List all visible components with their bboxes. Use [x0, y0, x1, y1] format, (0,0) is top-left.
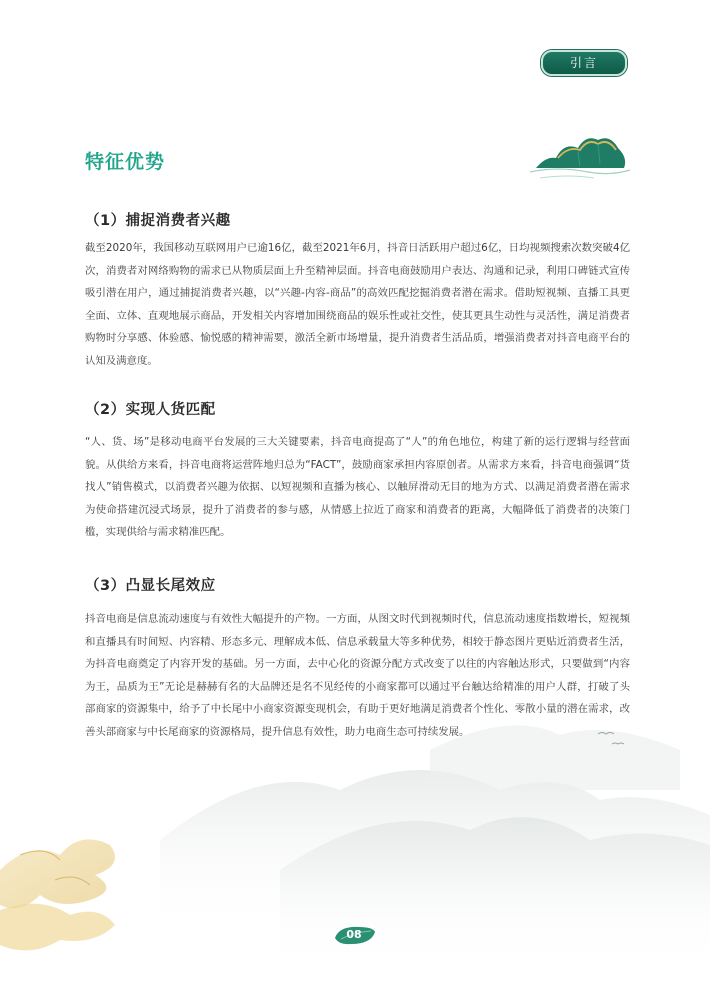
section-title: 特征优势 [85, 151, 166, 173]
mountain-island-illustration [528, 128, 632, 186]
page-number: 08 [346, 928, 362, 941]
subheading-capture-interest: （1）捕捉消费者兴趣 [85, 213, 231, 229]
paragraph-capture-interest: 截至2020年，我国移动互联网用户已逾16亿，截至2021年6月，抖音日活跃用户超过6亿，日均视频搜索次数突破4亿次，消费者对网络购物的需求已从物质层面上升至精神层面。抖音电商鼓励用户表达、沟通和记录，利用口碑链式宣传吸引潜在用户，通过捕捉消费者兴趣，以“兴趣-内容-商品”的高效匹配挖掘消费者潜在需求。借助短视频、直播工具更全面、立体、直观地展示商品，开发相关内容增加围绕商品的娱乐性或社交性，使其更具生动性与灵活性，满足消费者购物时分享感、体验感、愉悦感的精神需要，激活全新市场增量，提升消费者生活品质，增强消费者对抖音电商平台的认知及满意度。 [85, 242, 630, 367]
subheading-people-goods-match: （2）实现人货匹配 [85, 402, 216, 418]
paragraph-long-tail-effect: 抖音电商是信息流动速度与有效性大幅提升的产物。一方面，从图文时代到视频时代，信息流动速度指数增长，短视频和直播具有时间短、内容精、形态多元、理解成本低、信息承载量大等多种优势，相较于静态图片更贴近消费者生活，为抖音电商奠定了内容开发的基础。另一方面，去中心化的资源分配方式改变了以往的内容触达形式，只要做到“内容为王，品质为王”无论是赫赫有名的大品牌还是名不见经传的小商家都可以通过平台触达给精准的用户人群，打破了头部商家的资源集中，给予了中长尾中小商家资源变现机会，有助于更好地满足消费者个性化、零散小量的潜在需求，改善头部商家与中长尾商家的资源格局，提升信息有效性，助力电商生态可持续发展。 [85, 613, 630, 738]
page-number-badge [331, 924, 377, 946]
paragraph-people-goods-match: “人、货、场”是移动电商平台发展的三大关键要素，抖音电商提高了“人”的角色地位，构建了新的运行逻辑与经营面貌。从供给方来看，抖音电商将运营阵地归总为“FACT”，鼓励商家承担内容原创者。从需求方来看，抖音电商强调“货找人”销售模式，以消费者兴趣为依据、以短视频和直播为核心、以触屏滑动无目的地为方式、以满足消费者潜在需求为使命搭建沉浸式场景，提升了消费者的参与感，从情感上拉近了商家和消费者的距离，大幅降低了消费者的决策门槛，实现供给与需求精准匹配。 [85, 436, 630, 538]
chapter-tag: 引言 [541, 50, 627, 76]
subheading-long-tail-effect: （3）凸显长尾效应 [85, 578, 216, 594]
